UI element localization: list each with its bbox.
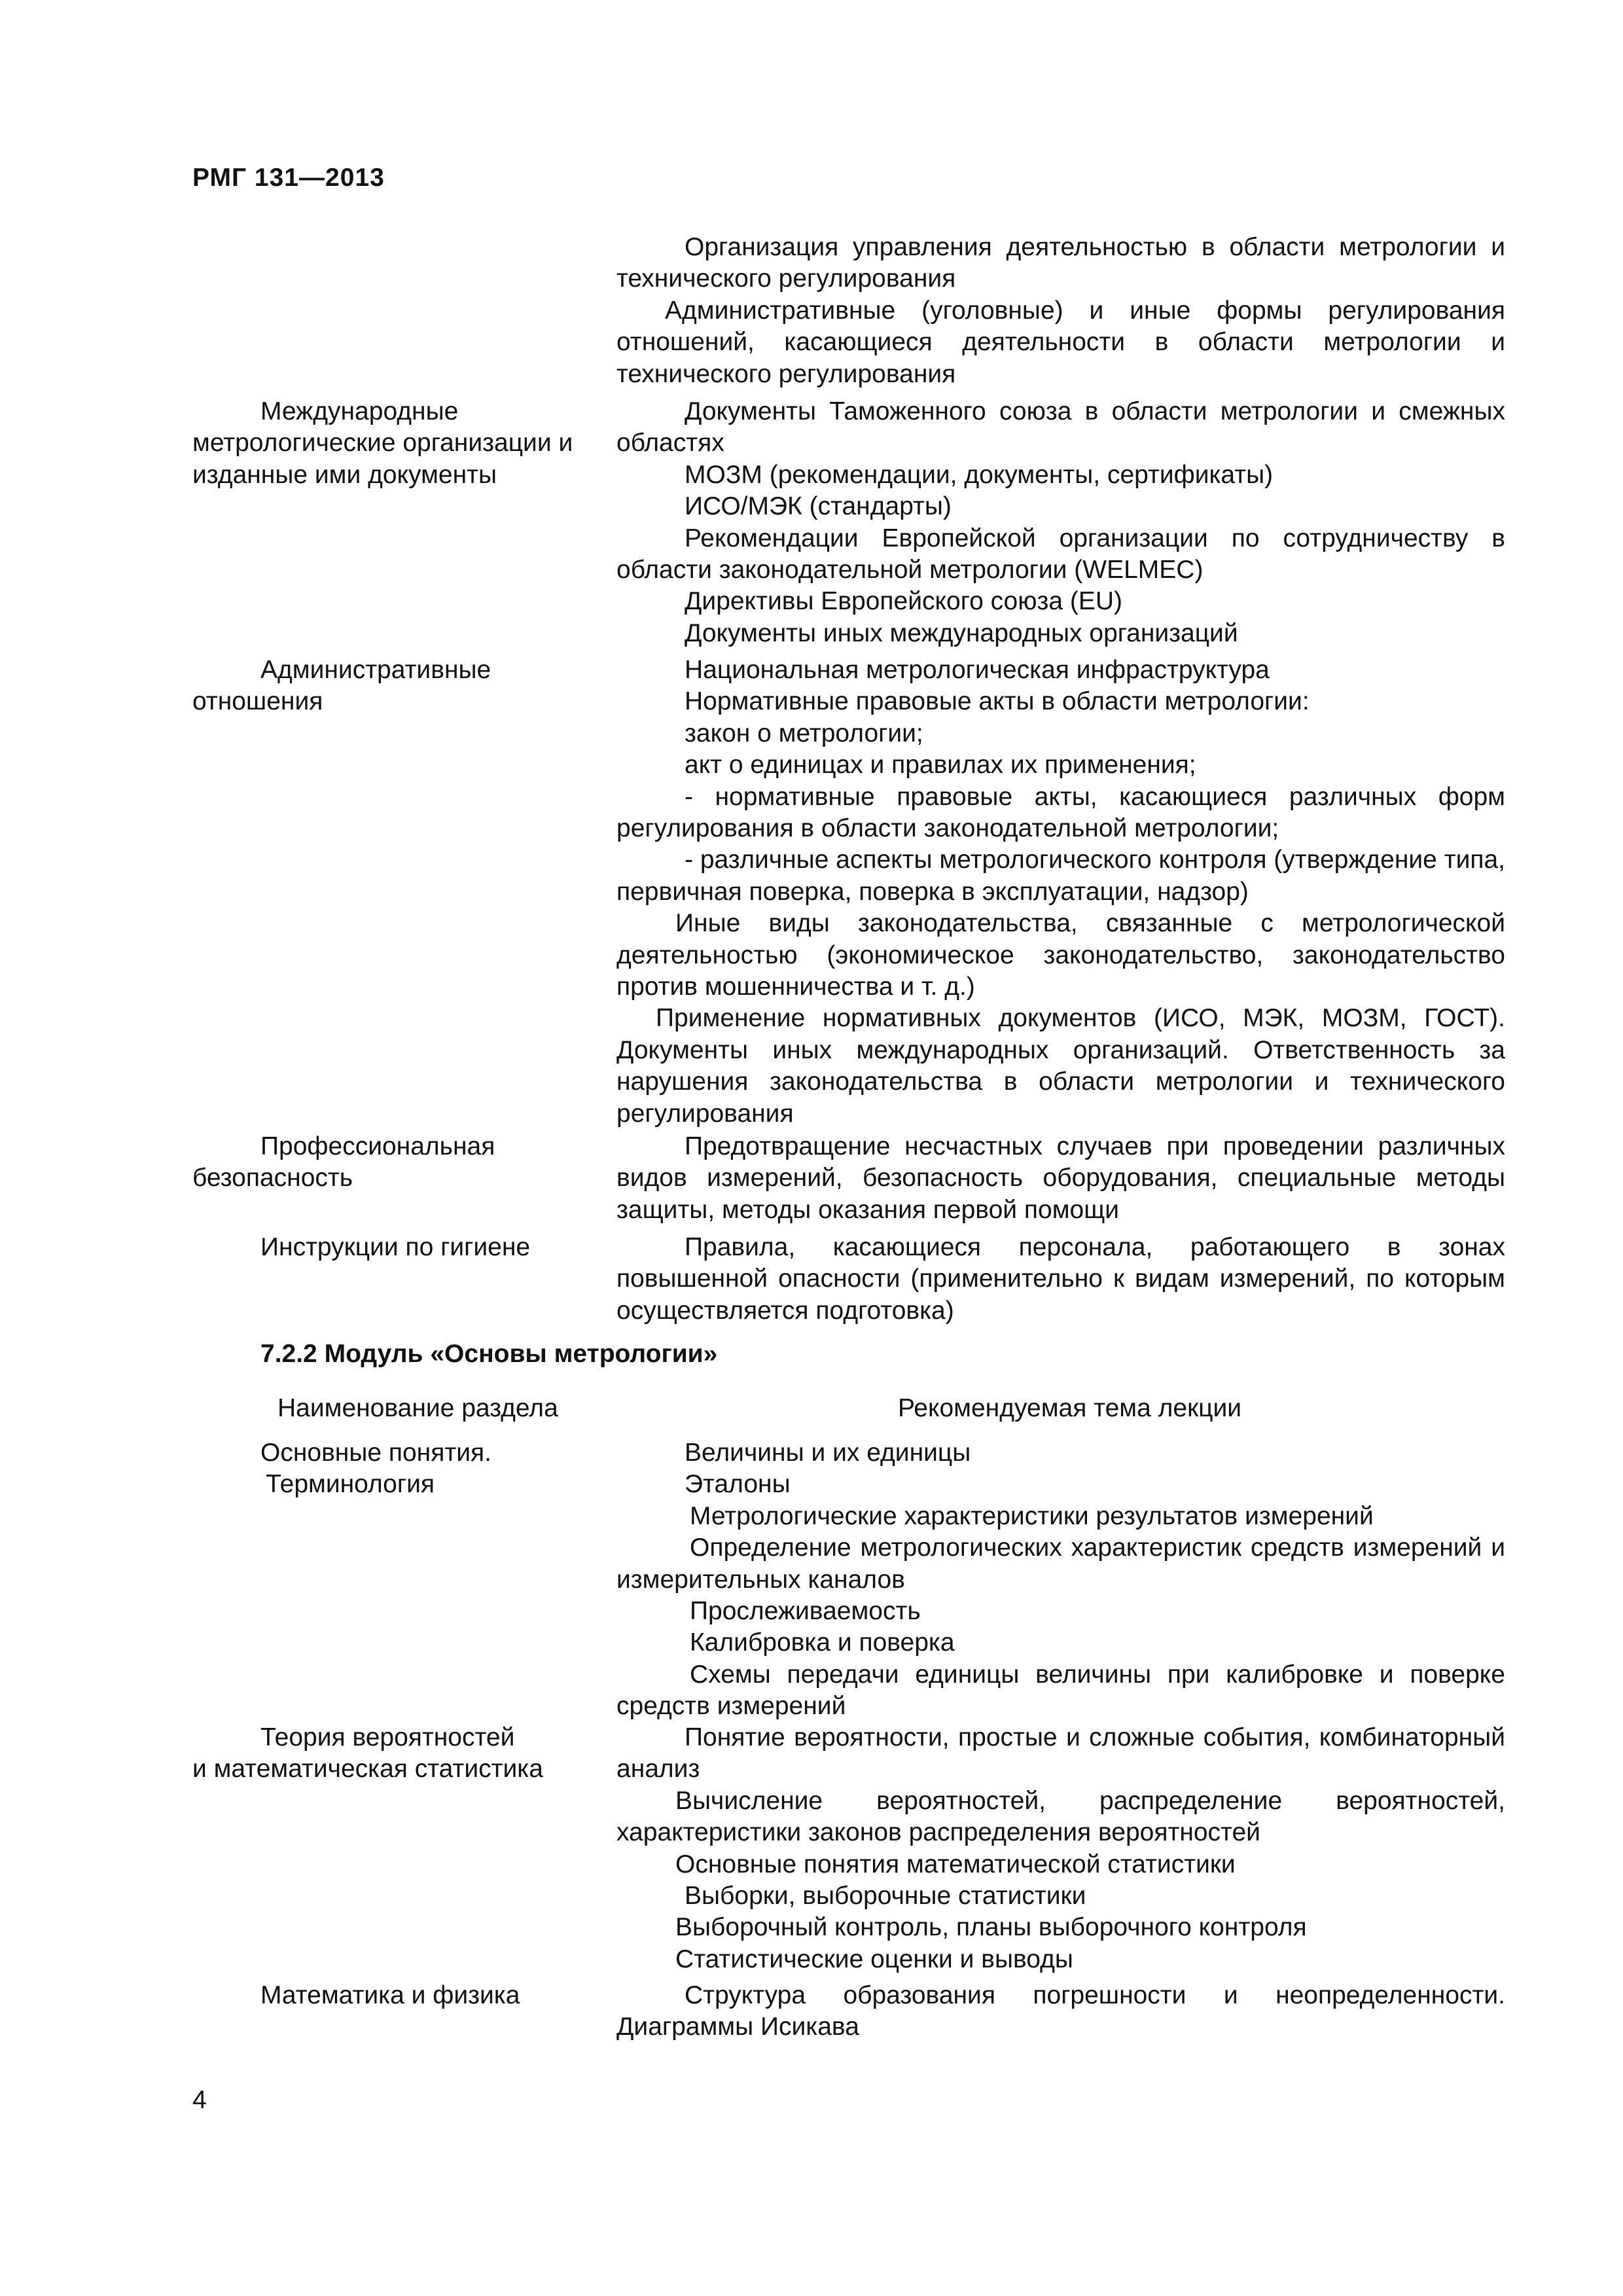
section-cell [192, 1437, 611, 1501]
topic-text: Предотвращение несчастных случаев при проведении различных видов измерений, безопасность оборудования, специальные методы защиты, методы оказания первой помощи [616, 1132, 1505, 1224]
section-name: Инструкции по гигиене [260, 1233, 531, 1261]
topic-text: Калибровка и поверка [690, 1628, 955, 1657]
topics-cell [616, 396, 1505, 649]
section-cell [192, 655, 611, 718]
topic-text: Правила, касающиеся персонала, работающего в зонах повышенной опасности (применительно к видам измерений, по которым осуществляется подготовка) [616, 1233, 1505, 1325]
topic-text: Применение нормативных документов (ИСО, МЭК, МОЗМ, ГОСТ). Документы иных международных организаций. Ответственность за нарушения законодательства в области метрологии и технического регулирования [616, 1004, 1505, 1128]
section-cell [192, 1232, 611, 1263]
section-heading: 7.2.2 Модуль «Основы метрологии» [260, 1340, 718, 1368]
column-header-topic: Рекомендуемая тема лекции [898, 1394, 1242, 1422]
topic-text: Определение метрологических характеристик средств измерений и измерительных каналов [616, 1534, 1505, 1594]
section-name: Международные метрологические организации и изданные ими документы [192, 397, 573, 489]
topic-text: Документы иных международных организаций [685, 619, 1238, 647]
topic-text: Административные (уголовные) и иные формы регулирования отношений, касающиеся деятельности в области метрологии и технического регулирования [616, 296, 1505, 388]
topics-cell [616, 1131, 1505, 1226]
topic-text: Основные понятия математической статистики [675, 1850, 1236, 1878]
section-name-line: Основные понятия. [260, 1439, 491, 1467]
section-name-line: и математическая статистика [192, 1755, 543, 1784]
topic-text: Иные виды законодательства, связанные с метрологической деятельностью (экономическое законодательство, законодательство против мошенничества и т. д.) [616, 909, 1505, 1001]
topic-text: Величины и их единицы [685, 1439, 971, 1467]
topic-text: - нормативные правовые акты, касающиеся различных форм регулирования в области законодательной метрологии; [616, 782, 1505, 843]
topic-text: ИСО/МЭК (стандарты) [685, 492, 952, 521]
section-name-line: Теория вероятностей [260, 1723, 515, 1751]
topic-text: - различные аспекты метрологического контроля (утверждение типа, первичная поверка, поверка в эксплуатации, надзор) [616, 846, 1505, 906]
topics-cell [616, 1722, 1505, 1975]
topic-text: Национальная метрологическая инфраструктура [685, 656, 1270, 684]
section-name-line: Терминология [266, 1470, 435, 1499]
section-name-line: Математика и физика [260, 1981, 520, 2009]
topics-cell [616, 1437, 1505, 1723]
topics-cell [616, 655, 1505, 1130]
document-id: РМГ 131—2013 [192, 164, 385, 192]
topic-text: Выборки, выборочные статистики [685, 1882, 1086, 1910]
topic-text: Эталоны [685, 1470, 791, 1499]
topic-text: Рекомендации Европейской организации по сотрудничеству в области законодательной метрологии (WELMEC) [616, 524, 1505, 584]
topic-text: акт о единицах и правилах их применения; [685, 751, 1196, 780]
section-cell [192, 1722, 611, 1785]
topic-text: Нормативные правовые акты в области метрологии: [685, 687, 1310, 716]
section-name: Профессиональная безопасность [192, 1132, 495, 1193]
topic-text: Директивы Европейского союза (EU) [685, 587, 1123, 616]
topic-text: Документы Таможенного союза в области метрологии и смежных областях [616, 397, 1505, 457]
topic-text: Понятие вероятности, простые и сложные события, комбинаторный анализ [616, 1723, 1505, 1784]
topics-cell [616, 1980, 1505, 2043]
page-number: 4 [192, 2086, 207, 2114]
topic-text: Организация управления деятельностью в области метрологии и технического регулирования [616, 233, 1505, 293]
topic-text: МОЗМ (рекомендации, документы, сертификаты) [685, 460, 1274, 489]
topic-text: Статистические оценки и выводы [675, 1945, 1073, 1973]
topic-text: закон о метрологии; [685, 719, 923, 747]
topic-text: Прослеживаемость [690, 1597, 921, 1626]
topics-cell [616, 232, 1505, 390]
topic-text: Структура образования погрешности и неопределенности. Диаграммы Исикава [616, 1981, 1505, 2041]
column-header-section: Наименование раздела [277, 1394, 558, 1422]
section-cell [192, 1980, 611, 2011]
topics-cell [616, 1232, 1505, 1327]
section-name: Административные отношения [192, 656, 491, 716]
topic-text: Выборочный контроль, планы выборочного контроля [675, 1913, 1307, 1942]
section-cell [192, 396, 611, 491]
topic-text: Метрологические характеристики результатов измерений [690, 1501, 1374, 1530]
topic-text: Схемы передачи единицы величины при калибровке и поверке средств измерений [616, 1660, 1505, 1721]
topic-text: Вычисление вероятностей, распределение вероятностей, характеристики законов распределения вероятностей [616, 1786, 1505, 1847]
section-cell [192, 1131, 611, 1194]
